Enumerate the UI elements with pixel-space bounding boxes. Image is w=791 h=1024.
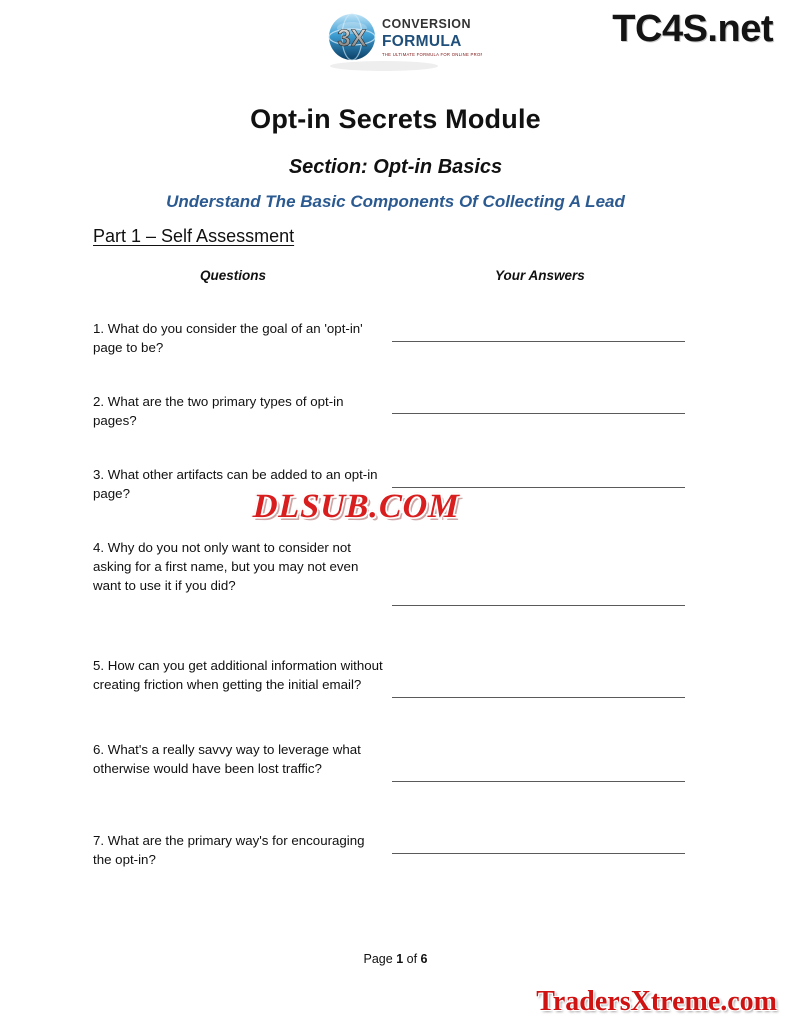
column-header-answers: Your Answers xyxy=(495,268,585,283)
question-text: 7. What are the primary way's for encouraging the opt-in? xyxy=(93,833,365,867)
question-text: 5. How can you get additional information without creating friction when getting the initial email? xyxy=(93,658,383,692)
page-title: Opt-in Secrets Module xyxy=(250,104,541,134)
section-subtitle: Understand The Basic Components Of Collecting A Lead xyxy=(166,192,625,211)
footer-current-page: 1 xyxy=(396,952,404,966)
question-text: 1. What do you consider the goal of an 'opt-in' page to be? xyxy=(93,321,363,355)
watermark-dlsub: DLSUB.COM xyxy=(252,488,461,525)
conversion-formula-logo xyxy=(322,10,482,72)
answer-line[interactable] xyxy=(392,413,685,414)
svg-text:THE ULTIMATE FORMULA FOR ONLIN: THE ULTIMATE FORMULA FOR ONLINE PROFITS xyxy=(382,52,482,57)
question-text: 3. What other artifacts can be added to an opt-in page? xyxy=(93,467,378,501)
part-heading: Part 1 – Self Assessment xyxy=(93,226,295,246)
footer-middle: of xyxy=(403,952,421,966)
svg-text:CONVERSION: CONVERSION xyxy=(382,17,472,31)
footer-prefix: Page xyxy=(363,952,397,966)
answer-line[interactable] xyxy=(392,853,685,854)
logo-icon xyxy=(322,10,482,72)
footer-total-pages: 6 xyxy=(420,952,428,966)
answer-line[interactable] xyxy=(392,341,685,342)
svg-text:FORMULA: FORMULA xyxy=(382,33,462,50)
page-footer xyxy=(0,952,791,966)
answer-line[interactable] xyxy=(392,697,685,698)
question-text: 4. Why do you not only want to consider not asking for a first name, but you may not even want to use it if you did? xyxy=(93,540,359,593)
watermark-tradersxtreme: TradersXtreme.com xyxy=(536,986,777,1017)
section-title: Section: Opt-in Basics xyxy=(288,156,503,178)
svg-text:3X: 3X xyxy=(337,25,367,52)
answer-line[interactable] xyxy=(392,781,685,782)
question-text: 2. What are the two primary types of opt-in pages? xyxy=(93,394,344,428)
answer-line[interactable] xyxy=(392,605,685,606)
question-text: 6. What's a really savvy way to leverage what otherwise would have been lost traffic? xyxy=(93,742,361,776)
column-header-questions: Questions xyxy=(200,268,267,283)
site-brand-tc4s: TC4S.net xyxy=(612,8,773,50)
